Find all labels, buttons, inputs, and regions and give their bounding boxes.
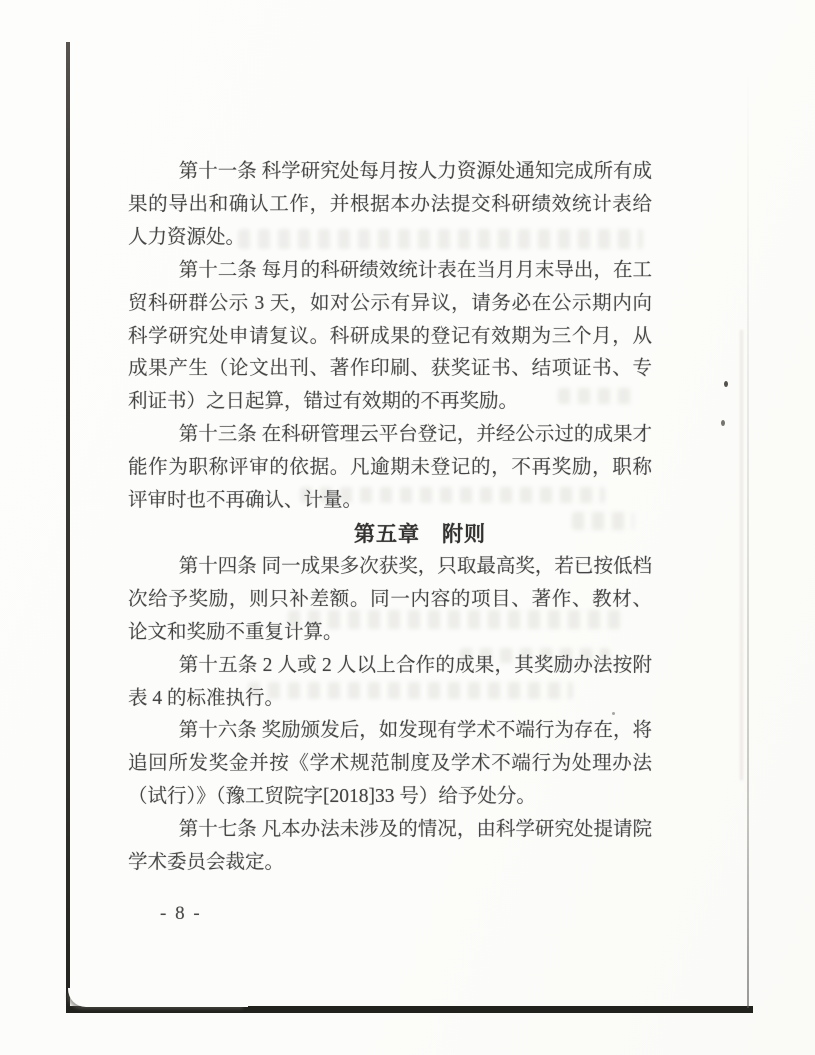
scan-edge-bottom (66, 1006, 753, 1013)
scan-edge-left (66, 42, 70, 1010)
article-paragraph-14: 第十四条 同一成果多次获奖，只取最高奖，若已按低档次给予奖励，则只补差额。同一内容的项目、著作、教材、论文和奖励不重复计算。 (128, 555, 652, 643)
article-paragraph-11: 第十一条 科学研究处每月按人力资源处通知完成所有成果的导出和确认工作，并根据本办法提交科研绩效统计表给人力资源处。 (128, 161, 652, 248)
chapter-heading: 第五章 附则 (354, 521, 486, 546)
page-number: - 8 - (160, 903, 202, 924)
ink-speck-2 (721, 420, 725, 426)
document-body (128, 156, 652, 880)
scan-edge-right (747, 70, 749, 1008)
article-paragraph-16: 第十六条 奖励颁发后，如发现有学术不端行为存在，将追回所发奖金并按《学术规范制度及学术不端行为处理办法（试行）》（豫工贸院字[2018]33 号）给予处分。 (128, 720, 652, 808)
article-paragraph-17: 第十七条 凡本办法未涉及的情况，由科学研究处提请院学术委员会裁定。 (128, 819, 652, 874)
article-paragraph-12: 第十二条 每月的科研绩效统计表在当月月末导出，在工贸科研群公示 3 天，如对公示有异议，请务必在公示期内向科学研究处申请复议。科研成果的登记有效期为三个月，从成果产生（论文出刊、著作印刷、获奖证书、结项证书、专利证书）之日起算，错过有效期的不再奖励。 (128, 259, 652, 413)
article-paragraph-15: 第十五条 2 人或 2 人以上合作的成果，其奖励办法按附表 4 的标准执行。 (128, 654, 652, 709)
ink-speck-1 (724, 381, 728, 387)
article-paragraph-13: 第十三条 在科研管理云平台登记，并经公示过的成果才能作为职称评审的依据。凡逾期未登记的，不再奖励，职称评审时也不再确认、计量。 (128, 424, 652, 512)
scan-edge-right-streak (740, 330, 743, 780)
page-corner-curl (68, 988, 248, 1007)
